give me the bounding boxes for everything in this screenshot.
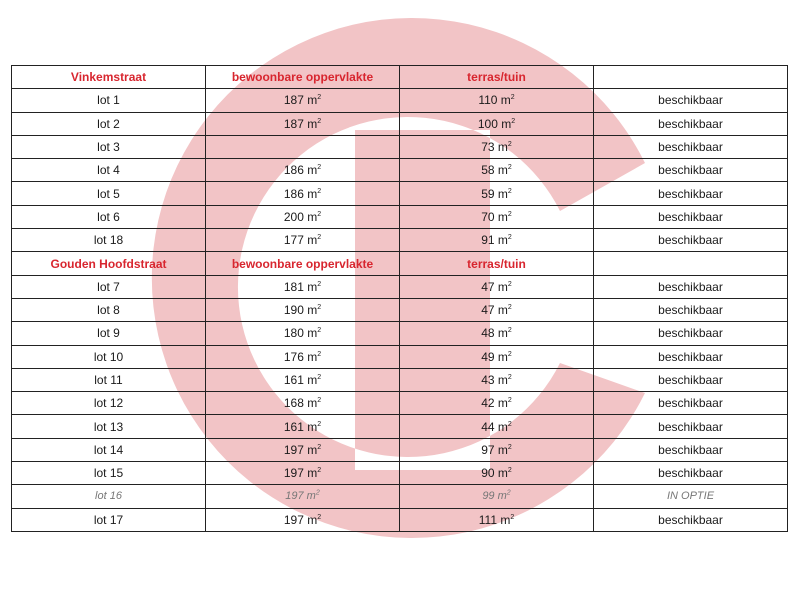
unit-exponent: 2 xyxy=(507,327,512,335)
garden-cell-value: 100 m xyxy=(477,116,512,131)
table-row xyxy=(12,112,788,135)
garden-cell-value: 49 m xyxy=(481,349,508,364)
status-cell: beschikbaar xyxy=(594,205,788,228)
garden-cell xyxy=(400,275,594,298)
living-area-cell xyxy=(206,462,400,485)
living-area-cell xyxy=(206,485,400,508)
garden-cell-value: 58 m xyxy=(481,163,508,178)
unit-exponent: 2 xyxy=(507,280,512,288)
unit-exponent: 2 xyxy=(317,280,322,288)
unit-exponent: 2 xyxy=(506,489,511,497)
table-body xyxy=(12,66,788,532)
table-row xyxy=(12,485,788,508)
unit-exponent: 2 xyxy=(507,350,512,358)
living-area-cell xyxy=(206,135,400,158)
table-row xyxy=(12,368,788,391)
unit-exponent: 2 xyxy=(507,467,512,475)
living-area-cell-value: 187 m xyxy=(283,93,318,108)
garden-cell-value: 59 m xyxy=(481,186,508,201)
living-area-cell-value: 180 m xyxy=(283,326,318,341)
living-area-header: bewoonbare oppervlakte xyxy=(206,252,400,275)
lot-cell: lot 11 xyxy=(12,368,206,391)
living-area-cell-value: 197 m xyxy=(283,466,318,481)
table-row xyxy=(12,159,788,182)
status-cell: beschikbaar xyxy=(594,229,788,252)
garden-cell-value: 90 m xyxy=(481,466,508,481)
unit-exponent: 2 xyxy=(507,164,512,172)
garden-cell xyxy=(400,159,594,182)
living-area-cell xyxy=(206,322,400,345)
unit-exponent: 2 xyxy=(507,374,512,381)
living-area-cell xyxy=(206,392,400,415)
garden-cell xyxy=(400,298,594,321)
table-row xyxy=(12,89,788,112)
living-area-cell-value: 161 m xyxy=(283,373,318,387)
living-area-cell-value: 181 m xyxy=(283,279,318,294)
lot-cell: lot 14 xyxy=(12,438,206,461)
table-row xyxy=(12,298,788,321)
status-cell: beschikbaar xyxy=(594,159,788,182)
lot-cell: lot 7 xyxy=(12,275,206,298)
section-header-row xyxy=(12,252,788,275)
garden-cell-value: 47 m xyxy=(481,303,508,318)
garden-cell xyxy=(400,229,594,252)
table-row xyxy=(12,345,788,368)
table-row xyxy=(12,182,788,205)
status-cell: beschikbaar xyxy=(594,438,788,461)
lot-cell: lot 17 xyxy=(12,508,206,531)
lot-cell: lot 16 xyxy=(12,485,206,508)
table-row xyxy=(12,508,788,531)
garden-cell xyxy=(400,322,594,345)
garden-cell xyxy=(400,438,594,461)
status-cell: beschikbaar xyxy=(594,135,788,158)
street-name-header: Vinkemstraat xyxy=(12,66,206,89)
status-cell: beschikbaar xyxy=(594,415,788,438)
lot-cell: lot 1 xyxy=(12,89,206,112)
unit-exponent: 2 xyxy=(317,467,322,475)
garden-cell xyxy=(400,508,594,531)
table-row xyxy=(12,415,788,438)
unit-exponent: 2 xyxy=(317,234,322,242)
unit-exponent: 2 xyxy=(317,350,322,358)
living-area-cell-value: 176 m xyxy=(283,349,318,364)
living-area-cell xyxy=(206,368,400,391)
garden-cell xyxy=(400,112,594,135)
living-area-cell-value: 190 m xyxy=(283,303,318,318)
lot-cell: lot 15 xyxy=(12,462,206,485)
garden-cell-value: 110 m xyxy=(478,93,511,108)
lots-table xyxy=(11,65,788,532)
garden-cell-value: 48 m xyxy=(481,326,508,341)
unit-exponent: 2 xyxy=(510,513,515,521)
living-area-cell xyxy=(206,182,400,205)
garden-cell xyxy=(400,89,594,112)
garden-cell-value: 47 m xyxy=(481,279,508,294)
garden-cell xyxy=(400,462,594,485)
section-header-row xyxy=(12,66,788,89)
living-area-cell xyxy=(206,508,400,531)
living-area-cell-value: 186 m xyxy=(283,186,318,201)
status-cell: beschikbaar xyxy=(594,275,788,298)
unit-exponent: 2 xyxy=(317,164,322,172)
garden-cell-value: 91 m xyxy=(481,233,508,248)
status-header xyxy=(594,252,788,275)
garden-cell-value: 42 m xyxy=(481,396,508,411)
living-area-cell-value: 161 m xyxy=(283,419,318,434)
table-row xyxy=(12,462,788,485)
unit-exponent: 2 xyxy=(507,141,512,149)
lot-cell: lot 5 xyxy=(12,182,206,205)
status-cell: beschikbaar xyxy=(594,345,788,368)
table-row xyxy=(12,322,788,345)
unit-exponent: 2 xyxy=(507,187,512,195)
garden-cell xyxy=(400,368,594,391)
status-cell: beschikbaar xyxy=(594,392,788,415)
lot-cell: lot 13 xyxy=(12,415,206,438)
living-area-cell-value: 197 m xyxy=(283,512,318,527)
garden-cell-value: 44 m xyxy=(481,419,508,434)
unit-exponent: 2 xyxy=(317,420,322,428)
unit-exponent: 2 xyxy=(317,397,322,405)
unit-exponent: 2 xyxy=(315,489,320,497)
living-area-cell xyxy=(206,89,400,112)
living-area-cell xyxy=(206,112,400,135)
table-row xyxy=(12,438,788,461)
living-area-cell-value: 197 m xyxy=(283,442,318,457)
lot-cell: lot 8 xyxy=(12,298,206,321)
status-cell: beschikbaar xyxy=(594,508,788,531)
unit-exponent: 2 xyxy=(317,117,322,125)
living-area-cell xyxy=(206,229,400,252)
status-cell: beschikbaar xyxy=(594,182,788,205)
living-area-cell xyxy=(206,298,400,321)
table-row xyxy=(12,392,788,415)
garden-cell xyxy=(400,345,594,368)
lot-cell: lot 2 xyxy=(12,112,206,135)
unit-exponent: 2 xyxy=(317,327,322,335)
garden-cell xyxy=(400,135,594,158)
lot-cell: lot 18 xyxy=(12,229,206,252)
table-row xyxy=(12,229,788,252)
street-name-header: Gouden Hoofdstraat xyxy=(12,252,206,275)
living-area-cell-value: 200 m xyxy=(283,209,318,224)
living-area-cell-value: 177 m xyxy=(283,233,318,248)
living-area-cell-value: 197 m xyxy=(285,490,316,503)
living-area-cell-value: 186 m xyxy=(283,163,318,178)
living-area-cell-value: 168 m xyxy=(283,396,318,411)
garden-cell-value: 97 m xyxy=(481,442,508,457)
living-area-header: bewoonbare oppervlakte xyxy=(206,66,400,89)
table-row xyxy=(12,275,788,298)
garden-header: terras/tuin xyxy=(400,252,594,275)
lot-cell: lot 3 xyxy=(12,135,206,158)
garden-cell-value: 43 m xyxy=(481,373,508,387)
unit-exponent: 2 xyxy=(317,187,322,195)
unit-exponent: 2 xyxy=(317,94,322,102)
status-header xyxy=(594,66,788,89)
unit-exponent: 2 xyxy=(507,234,512,242)
lot-cell: lot 4 xyxy=(12,159,206,182)
unit-exponent: 2 xyxy=(507,443,512,451)
garden-cell-value: 111 m xyxy=(478,512,511,527)
unit-exponent: 2 xyxy=(317,374,322,381)
unit-exponent: 2 xyxy=(507,210,512,218)
garden-cell xyxy=(400,205,594,228)
living-area-cell xyxy=(206,438,400,461)
living-area-cell xyxy=(206,159,400,182)
status-cell: beschikbaar xyxy=(594,112,788,135)
status-cell: beschikbaar xyxy=(594,368,788,391)
unit-exponent: 2 xyxy=(507,397,512,405)
unit-exponent: 2 xyxy=(317,513,322,521)
lot-cell: lot 9 xyxy=(12,322,206,345)
garden-cell-value: 99 m xyxy=(482,490,507,503)
table-row xyxy=(12,205,788,228)
status-cell: IN OPTIE xyxy=(594,485,788,508)
unit-exponent: 2 xyxy=(507,304,512,312)
living-area-cell-value: 187 m xyxy=(283,116,318,131)
unit-exponent: 2 xyxy=(507,420,512,428)
unit-exponent: 2 xyxy=(317,443,322,451)
living-area-cell xyxy=(206,205,400,228)
garden-cell-value: 70 m xyxy=(481,209,508,224)
unit-exponent: 2 xyxy=(317,210,322,218)
garden-cell xyxy=(400,415,594,438)
lot-cell: lot 12 xyxy=(12,392,206,415)
living-area-cell xyxy=(206,275,400,298)
unit-exponent: 2 xyxy=(510,94,515,102)
status-cell: beschikbaar xyxy=(594,298,788,321)
unit-exponent: 2 xyxy=(317,304,322,312)
living-area-cell xyxy=(206,415,400,438)
garden-cell xyxy=(400,485,594,508)
garden-cell-value: 73 m xyxy=(481,140,508,155)
garden-cell xyxy=(400,392,594,415)
lot-cell: lot 10 xyxy=(12,345,206,368)
garden-header: terras/tuin xyxy=(400,66,594,89)
status-cell: beschikbaar xyxy=(594,322,788,345)
status-cell: beschikbaar xyxy=(594,462,788,485)
table-row xyxy=(12,135,788,158)
status-cell: beschikbaar xyxy=(594,89,788,112)
garden-cell xyxy=(400,182,594,205)
unit-exponent: 2 xyxy=(511,117,516,125)
lot-cell: lot 6 xyxy=(12,205,206,228)
living-area-cell xyxy=(206,345,400,368)
